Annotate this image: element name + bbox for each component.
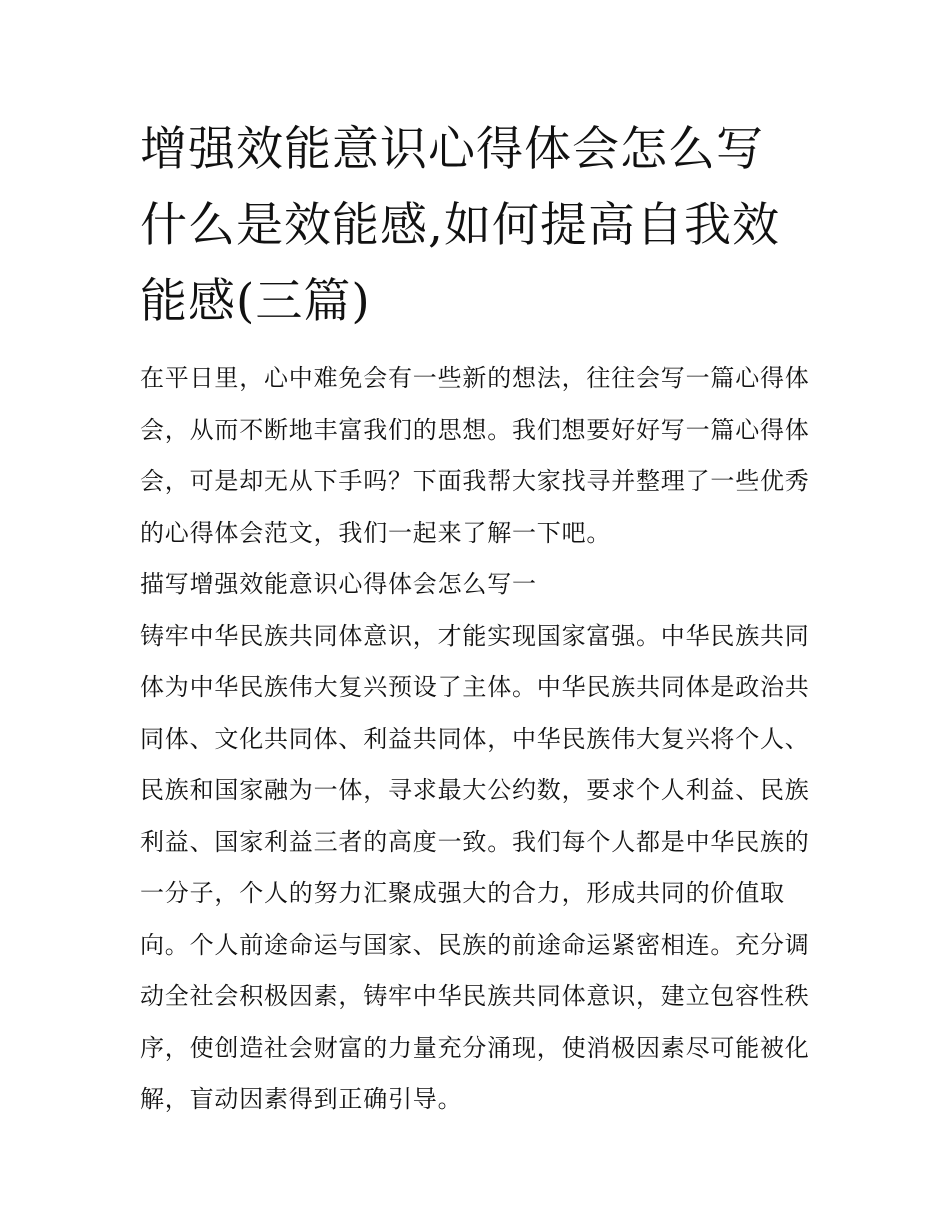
intro-paragraph (140, 358, 830, 564)
section-paragraph (140, 616, 830, 1131)
section-line: 体为中华民族伟大复兴预设了主体。中华民族共同体是政治共 (140, 673, 810, 701)
section-heading: 描写增强效能意识心得体会怎么写一 (140, 570, 537, 598)
section-line: 利益、国家利益三者的高度一致。我们每个人都是中华民族的 (140, 827, 810, 856)
title-line: 什么是效能感,如何提高自我效 (140, 198, 780, 253)
document-body (140, 358, 830, 1131)
section-line: 铸牢中华民族共同体意识，才能实现国家富强。中华民族共同 (140, 621, 810, 650)
section-line: 同体、文化共同体、利益共同体，中华民族伟大复兴将个人、 (140, 724, 810, 753)
section-line: 民族和国家融为一体，寻求最大公约数，要求个人利益、民族 (140, 776, 810, 804)
intro-line: 会，从而不断地丰富我们的思想。我们想要好好写一篇心得体 (140, 415, 810, 444)
section-line: 序，使创造社会财富的力量充分涌现，使消极因素尽可能被化 (140, 1033, 810, 1062)
section-line: 一分子，个人的努力汇聚成强大的合力，形成共同的价值取 (140, 879, 785, 907)
title-line: 能感(三篇) (140, 274, 371, 329)
title-line: 增强效能意识心得体会怎么写 (140, 122, 764, 177)
section-line: 动全社会积极因素，铸牢中华民族共同体意识，建立包容性秩 (140, 982, 810, 1010)
section-line: 解，盲动因素得到正确引导。 (140, 1085, 463, 1113)
intro-line: 的心得体会范文，我们一起来了解一下吧。 (140, 518, 612, 547)
intro-line: 在平日里，心中难免会有一些新的想法，往往会写一篇心得体 (140, 364, 810, 392)
section-line: 向。个人前途命运与国家、民族的前途命运紧密相连。充分调 (140, 930, 810, 959)
document-title (140, 112, 820, 340)
intro-line: 会，可是却无从下手吗？下面我帮大家找寻并整理了一些优秀 (140, 467, 810, 495)
